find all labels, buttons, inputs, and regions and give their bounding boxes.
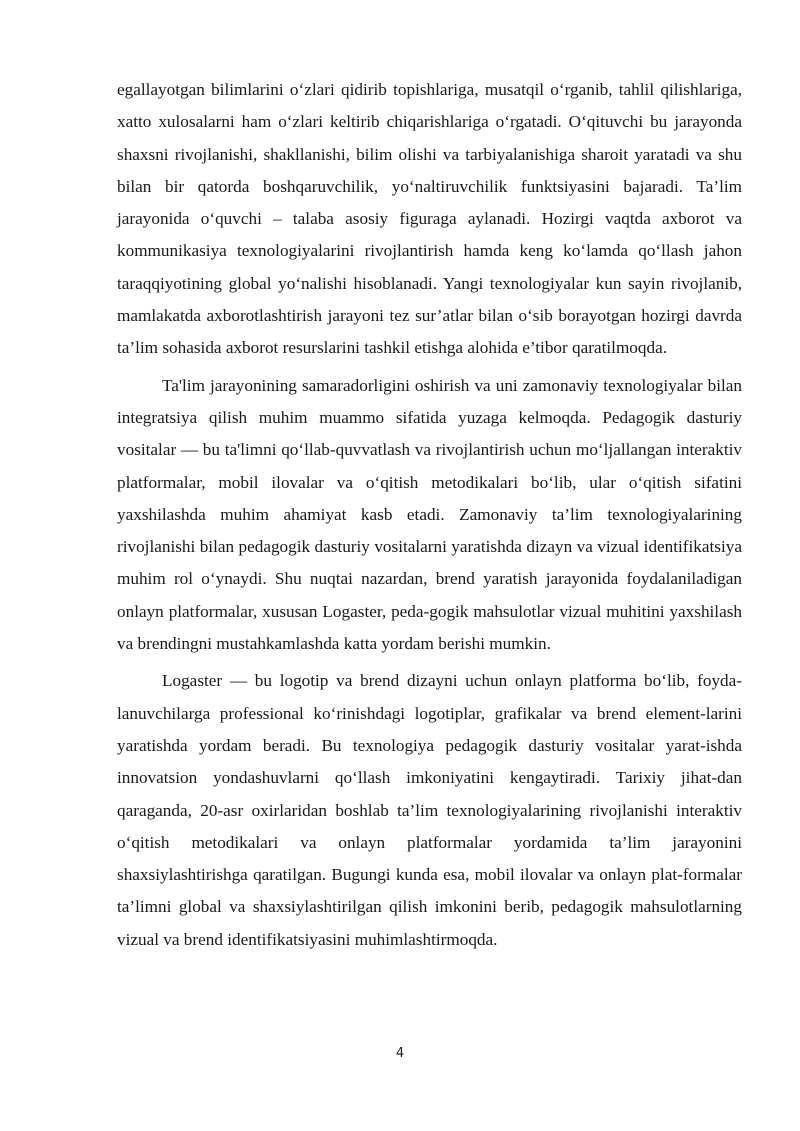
- page-number: 4: [395, 1046, 405, 1061]
- paragraph: Ta'lim jarayonining samaradorligini oshirish va uni zamonaviy texnologiyalar bilan integratsiya qilish muhim muammo sifatida yuzaga kelmoqda. Pedagogik dasturiy vositalar — bu ta'limni qo‘llab-quvvatlash va rivojlantirish uchun mo‘ljallangan interaktiv platformalar, mobil ilovalar va o‘qitish metodikalari bo‘lib, ular o‘qitish sifatini yaxshilashda muhim ahamiyat kasb etadi. Zamonaviy ta’lim texnologiyalarining rivojlanishi bilan pedagogik dasturiy vositalarni yaratishda dizayn va vizual identifikatsiya muhim rol o‘ynaydi. Shu nuqtai nazardan, brend yaratish jarayonida foydalaniladigan onlayn platformalar, xususan Logaster, peda-gogik mahsulotlar vizual muhitini yaxshilash va brendingni mustahkamlashda katta yordam berishi mumkin.: [117, 375, 742, 654]
- document-body: [117, 74, 742, 961]
- paragraph: egallayotgan bilimlarini o‘zlari qidirib topishlariga, musatqil o‘rganib, tahlil qilishlariga, xatto xulosalarni ham o‘zlari keltirib chiqarishlariga o‘rgatadi. O‘qituvchi bu jarayonda shaxsni rivojlanishi, shakllanishi, bilim olishi va tarbiyalanishiga sharoit yaratadi va shu bilan bir qatorda boshqaruvchilik, yo‘naltiruvchilik funktsiyasini bajaradi. Ta’lim jarayonida o‘quvchi – talaba asosiy figuraga aylanadi. Hozirgi vaqtda axborot va kommunikasiya texnologiyalarini rivojlantirish hamda keng ko‘lamda qo‘llash jahon taraqqiyotining global yo‘nalishi hisoblanadi. Yangi texnologiyalar kun sayin rivojlanib, mamlakatda axborotlashtirish jarayoni tez sur’atlar bilan o‘sib borayotgan hozirgi davrda ta’lim sohasida axborot resurslarini tashkil etishga alohida e’tibor qaratilmoqda.: [117, 80, 742, 358]
- paragraph: Logaster — bu logotip va brend dizayni uchun onlayn platforma bo‘lib, foyda-lanuvchilarga professional ko‘rinishdagi logotiplar, grafikalar va brend element-larini yaratishda yordam beradi. Bu texnologiya pedagogik dasturiy vositalar yarat-ishda innovatsion yondashuvlarni qo‘llash imkoniyatini kengaytiradi. Tarixiy jihat-dan qaraganda, 20-asr oxirlaridan boshlab ta’lim texnologiyalarining rivojlanishi interaktiv o‘qitish metodikalari va onlayn platformalar yordamida ta’lim jarayonini shaxsiylashtirishga qaratilgan. Bugungi kunda esa, mobil ilovalar va onlayn plat-formalar ta’limni global va shaxsiylashtirilgan qilish imkonini berib, pedagogik mahsulotlarning vizual va brend identifikatsiyasini muhimlashtirmoqda.: [117, 671, 742, 949]
